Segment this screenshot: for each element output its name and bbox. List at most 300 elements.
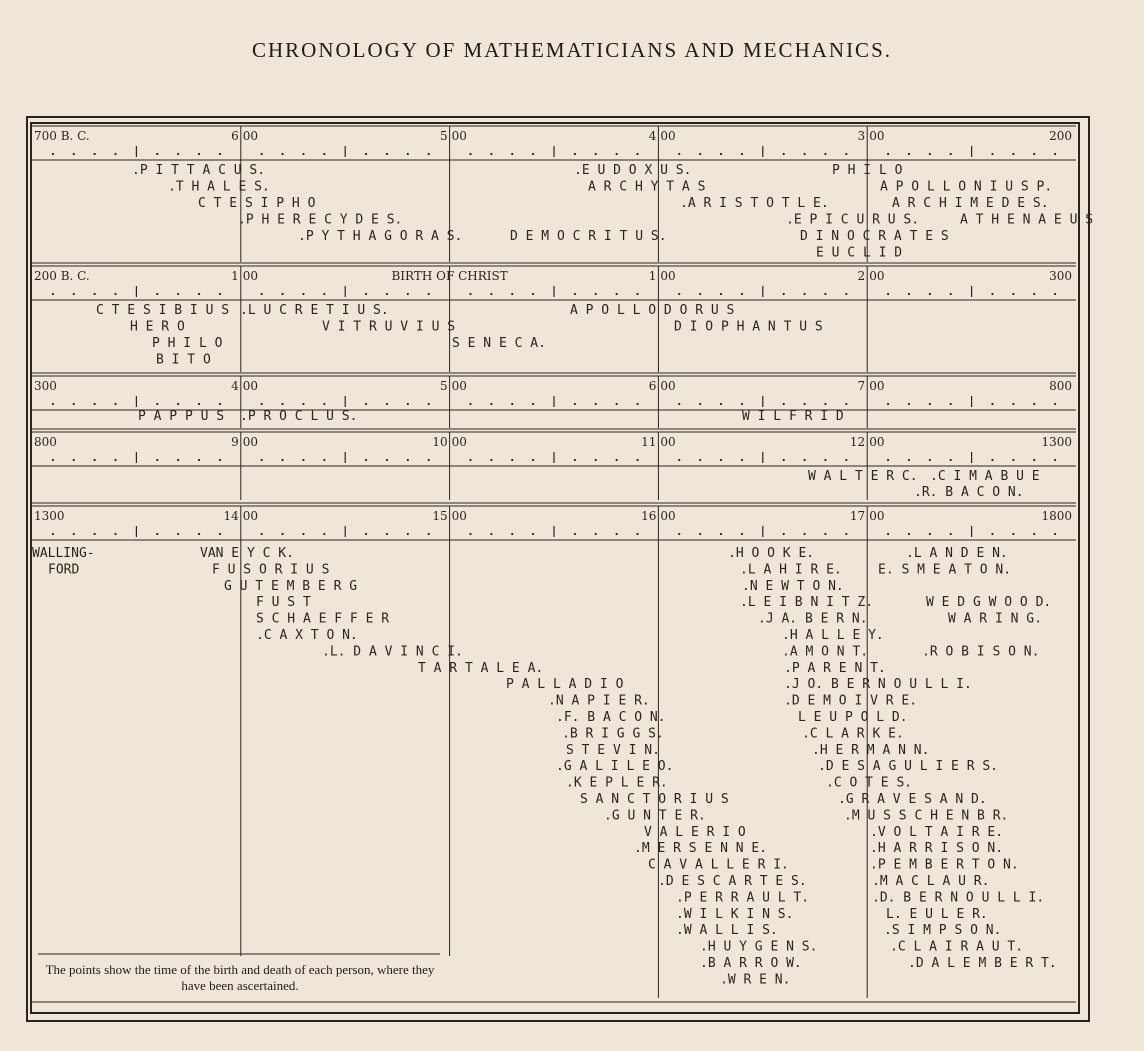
row5-year-dot [950,533,952,535]
row2-year-dot [1054,293,1056,295]
row2-year-dot [261,293,263,295]
person-name: .M E R S E N N E. [634,841,768,857]
row5-year-dot [198,533,200,535]
row5-year-dot [177,533,179,535]
row2-year-dot [386,293,388,295]
person-name: E. S M E A T O N. [878,562,1012,578]
row2-year-dot [595,293,597,295]
row5-year-dot [386,533,388,535]
row2-year-dot [1033,293,1035,295]
row4-year-dot [950,459,952,461]
row5-tick-label: 16 [641,509,657,523]
row3-tick-label: 4 [231,379,239,393]
person-name: A R C H Y T A S [588,179,706,195]
row2-year-dot [73,293,75,295]
person-name: .B R I G G S. [562,726,664,742]
row3-year-dot [699,403,701,405]
row3-tick-label: 800 [1049,379,1072,393]
row3-tick-label: 00 [451,379,467,393]
row1-year-dot [887,153,889,155]
person-name: .E P I C U R U S. [786,212,920,228]
row3-year-dot [803,403,805,405]
person-name: .G U N T E R. [604,808,706,824]
row4-year-dot [720,459,722,461]
row3-year-dot [261,403,263,405]
row4-tick-label: 11 [641,435,657,449]
row5-year-dot [699,533,701,535]
person-name: G U T E M B E R G [224,578,358,594]
row3-year-dot [720,403,722,405]
row4-tick-label: 12 [849,435,866,449]
person-name: A P O L L O N I U S P. [880,179,1053,195]
row3-year-dot [532,403,534,405]
row2-year-dot [699,293,701,295]
row4-tick-label: 800 [34,435,57,449]
person-name: P H I L O [832,163,903,178]
row1-year-dot [720,153,722,155]
row1-year-dot [386,153,388,155]
row3-year-dot [281,403,283,405]
row2-year-dot [365,293,367,295]
row3-year-dot [114,403,116,405]
row3-year-dot [845,403,847,405]
row2-year-dot [574,293,576,295]
person-name: .L E I B N I T Z. [740,595,874,611]
row2-year-dot [991,293,993,295]
person-name: .L. D A V I N C I. [322,644,463,660]
person-name: .M U S S C H E N B R. [844,808,1009,824]
person-name: H E R O [130,319,185,335]
row4-year-dot [595,459,597,461]
row3-tick-label: 7 [857,379,866,393]
row5-year-dot [595,533,597,535]
row1-year-dot [1054,153,1056,155]
row3-year-dot [198,403,200,405]
row5-tick-label: 14 [223,509,239,523]
row1-year-dot [302,153,304,155]
row5-year-dot [365,533,367,535]
row2-year-dot [845,293,847,295]
row4-tick-label: 1300 [1041,435,1072,449]
row2-tick-label: 1 [231,269,239,283]
row5-year-dot [636,533,638,535]
person-name: .D E S C A R T E S. [658,874,807,889]
row5-year-dot [720,533,722,535]
row5-year-dot [678,533,680,535]
row4-year-dot [407,459,409,461]
row3-year-dot [177,403,179,405]
row3-tick-label: 00 [242,379,259,393]
row5-year-dot [532,533,534,535]
row1-year-dot [94,153,96,155]
row1-year-dot [783,153,785,155]
row5-year-dot [1033,533,1035,535]
row1-year-dot [281,153,283,155]
row3-tick-label: 00 [660,379,676,393]
row4-year-dot [219,459,221,461]
row4-year-dot [1054,459,1056,461]
row5-tick-label: 1800 [1041,509,1072,523]
person-name: S T E V I N. [566,742,660,758]
row3-year-dot [511,403,513,405]
row4-year-dot [490,459,492,461]
row4-year-dot [908,459,910,461]
row2-tick-label: BIRTH OF CHRIST [391,269,508,283]
row1-tick-label: 3 [857,129,866,143]
row5-tick-label: 00 [242,509,259,523]
person-name: .P I T T A C U S. [132,163,266,178]
row5-year-dot [156,533,158,535]
row1-year-dot [156,153,158,155]
row5-year-dot [323,533,325,535]
person-name: .C I M A B U E [930,469,1040,484]
person-name: W A R I N G. [948,611,1042,627]
person-name: D I N O C R A T E S [800,229,949,244]
row2-year-dot [678,293,680,295]
row1-year-dot [678,153,680,155]
row2-year-dot [803,293,805,295]
chart-footnote: The points show the time of the birth and death of each person, where they have been ascertained. [45,962,435,993]
person-name: S E N E C A. [452,336,546,351]
row5-year-dot [73,533,75,535]
row5-year-dot [991,533,993,535]
row5-year-dot [407,533,409,535]
person-name: .C O T E S. [826,775,913,791]
row4-tick-label: 10 [432,435,448,449]
row1-year-dot [950,153,952,155]
row1-year-dot [991,153,993,155]
row3-year-dot [428,403,430,405]
row5-year-dot [741,533,743,535]
person-name: .W A L L I S. [676,923,778,939]
row1-year-dot [261,153,263,155]
row1-tick-label: 700 B. C. [34,129,90,143]
row1-year-dot [699,153,701,155]
row5-tick-label: 00 [869,509,885,523]
row4-year-dot [803,459,805,461]
row3-year-dot [323,403,325,405]
row2-year-dot [908,293,910,295]
person-name: P A P P U S [138,409,225,424]
row4-year-dot [428,459,430,461]
person-name: .P E M B E R T O N. [870,857,1019,873]
person-name: .G R A V E S A N D. [838,792,987,807]
row2-year-dot [428,293,430,295]
row3-year-dot [407,403,409,405]
row5-year-dot [574,533,576,535]
row1-year-dot [428,153,430,155]
person-name: .E U D O X U S. [574,163,692,178]
person-name: B I T O [156,352,211,368]
row3-year-dot [73,403,75,405]
row2-year-dot [532,293,534,295]
row1-year-dot [741,153,743,155]
row2-year-dot [94,293,96,295]
row4-year-dot [469,459,471,461]
person-name: .P H E R E C Y D E S. [238,212,403,228]
person-name: .D A L E M B E R T. [908,956,1057,971]
person-name: S C H A E F F E R [256,611,390,627]
row3-year-dot [365,403,367,405]
row1-year-dot [824,153,826,155]
person-name: .N A P I E R. [548,693,650,709]
row1-year-dot [52,153,54,155]
person-name: .D. B E R N O U L L I. [872,890,1045,906]
row3-year-dot [824,403,826,405]
row4-year-dot [386,459,388,461]
row1-tick-label: 5 [439,129,448,143]
row1-year-dot [908,153,910,155]
row1-tick-label: 00 [242,129,259,143]
person-name: C T E S I B I U S [96,303,230,318]
row2-tick-label: 300 [1049,269,1072,283]
person-name: WALLING- [32,546,95,561]
row1-tick-label: 00 [660,129,676,143]
row3-year-dot [219,403,221,405]
row4-year-dot [177,459,179,461]
row2-year-dot [616,293,618,295]
row1-year-dot [219,153,221,155]
person-name: V I T R U V I U S [322,319,456,335]
person-name: .G A L I L E O. [556,759,674,775]
row2-year-dot [302,293,304,295]
row4-year-dot [616,459,618,461]
row3-year-dot [1012,403,1014,405]
person-name: C A V A L L E R I. [648,857,789,873]
row1-tick-label: 6 [231,129,239,143]
person-name: V A L E R I O [644,824,746,840]
person-name: .W I L K I N S. [676,906,794,922]
row2-year-dot [1012,293,1014,295]
row2-year-dot [950,293,952,295]
row5-tick-label: 1300 [34,509,65,523]
row5-year-dot [219,533,221,535]
person-name: W E D G W O O D. [926,595,1052,611]
row1-year-dot [198,153,200,155]
person-name: .N E W T O N. [742,578,844,594]
row4-tick-label: 00 [451,435,467,449]
row1-year-dot [595,153,597,155]
row1-year-dot [177,153,179,155]
row2-year-dot [929,293,931,295]
person-name: .H A L L E Y. [782,628,884,643]
row2-year-dot [741,293,743,295]
person-name: .K E P L E R. [566,775,668,791]
row5-year-dot [490,533,492,535]
row2-year-dot [114,293,116,295]
row3-year-dot [1033,403,1035,405]
person-name: .R. B A C O N. [914,485,1024,500]
row5-tick-label: 17 [849,509,866,523]
row5-year-dot [114,533,116,535]
row2-year-dot [824,293,826,295]
row1-year-dot [845,153,847,155]
person-name: .A M O N T. [782,644,869,660]
row4-year-dot [574,459,576,461]
row4-year-dot [741,459,743,461]
person-name: L E U P O L D. [798,710,908,725]
row3-year-dot [1054,403,1056,405]
row1-year-dot [365,153,367,155]
person-name: E U C L I D [816,245,903,261]
row4-tick-label: 9 [231,435,239,449]
row4-year-dot [281,459,283,461]
row3-year-dot [386,403,388,405]
row4-year-dot [261,459,263,461]
person-name: .H E R M A N N. [812,742,930,758]
person-name: .H U Y G E N S. [700,939,818,955]
person-name: A P O L L O D O R U S [570,303,735,318]
row1-year-dot [323,153,325,155]
row5-year-dot [1054,533,1056,535]
row3-year-dot [616,403,618,405]
row5-year-dot [511,533,513,535]
row1-year-dot [1012,153,1014,155]
row5-year-dot [94,533,96,535]
person-name: W I L F R I D [742,409,844,424]
row3-year-dot [636,403,638,405]
person-name: .R O B I S O N. [922,644,1040,660]
person-name: .D E M O I V R E. [784,693,918,709]
row3-year-dot [887,403,889,405]
row5-year-dot [824,533,826,535]
row4-year-dot [114,459,116,461]
row3-tick-label: 300 [34,379,57,393]
row3-year-dot [991,403,993,405]
row4-year-dot [532,459,534,461]
row3-year-dot [929,403,931,405]
person-name: .M A C L A U R. [872,874,990,889]
row2-tick-label: 200 B. C. [34,269,90,283]
row4-year-dot [323,459,325,461]
row4-year-dot [365,459,367,461]
person-name: .H A R R I S O N. [870,841,1004,857]
row2-year-dot [281,293,283,295]
row2-year-dot [469,293,471,295]
row5-year-dot [302,533,304,535]
row4-year-dot [824,459,826,461]
row1-tick-label: 4 [648,129,657,143]
person-name: C T E S I P H O [198,196,316,211]
row2-tick-label: 00 [869,269,885,283]
person-name: .L A H I R E. [740,562,842,578]
row4-year-dot [1012,459,1014,461]
row5-year-dot [908,533,910,535]
person-name: .F. B A C O N. [556,710,666,725]
row2-year-dot [511,293,513,295]
row5-year-dot [803,533,805,535]
person-name: P H I L O [152,336,223,351]
row2-year-dot [636,293,638,295]
row5-year-dot [52,533,54,535]
row1-year-dot [469,153,471,155]
row4-tick-label: 00 [660,435,676,449]
row4-year-dot [52,459,54,461]
row2-year-dot [407,293,409,295]
row1-year-dot [114,153,116,155]
row1-year-dot [511,153,513,155]
row2-year-dot [52,293,54,295]
row4-year-dot [699,459,701,461]
person-name: .V O L T A I R E. [870,824,1004,840]
row5-year-dot [616,533,618,535]
row1-year-dot [616,153,618,155]
person-name: W A L T E R C. [808,469,918,484]
row2-year-dot [177,293,179,295]
person-name: F U S T [256,595,311,611]
row2-tick-label: 00 [660,269,676,283]
row1-year-dot [574,153,576,155]
row3-year-dot [469,403,471,405]
row1-year-dot [73,153,75,155]
row2-year-dot [490,293,492,295]
row5-tick-label: 00 [451,509,467,523]
row1-tick-label: 00 [869,129,885,143]
row3-year-dot [490,403,492,405]
row4-year-dot [198,459,200,461]
row5-year-dot [1012,533,1014,535]
row5-tick-label: 00 [660,509,676,523]
person-name: S A N C T O R I U S [580,792,729,807]
row3-year-dot [950,403,952,405]
chart-title: CHRONOLOGY OF MATHEMATICIANS AND MECHANICS. [251,38,892,62]
row4-tick-label: 00 [869,435,885,449]
row3-year-dot [52,403,54,405]
person-name: F U S O R I U S [212,562,330,578]
row3-year-dot [908,403,910,405]
person-name: D I O P H A N T U S [674,319,823,335]
row4-year-dot [678,459,680,461]
row2-year-dot [198,293,200,295]
row3-tick-label: 6 [648,379,657,393]
person-name: .J O. B E R N O U L L I. [784,677,972,693]
person-name: .J A. B E R N. [758,611,868,627]
row4-year-dot [1033,459,1035,461]
row2-year-dot [323,293,325,295]
row4-year-dot [783,459,785,461]
row1-tick-label: 00 [451,129,467,143]
person-name: .L U C R E T I U S. [240,303,389,318]
row5-year-dot [929,533,931,535]
person-name: .C L A I R A U T. [890,939,1024,955]
person-name: A T H E N A E U S [960,212,1094,228]
person-name: VAN E Y C K. [200,546,294,561]
row3-year-dot [783,403,785,405]
row3-year-dot [574,403,576,405]
row1-year-dot [1033,153,1035,155]
row3-year-dot [678,403,680,405]
row4-year-dot [94,459,96,461]
person-name: T A R T A L E A. [418,660,544,676]
row4-tick-label: 00 [242,435,259,449]
person-name: .P E R R A U L T. [676,890,810,906]
person-name: .P R O C L U S. [240,409,358,424]
row1-year-dot [636,153,638,155]
row5-year-dot [281,533,283,535]
row5-year-dot [845,533,847,535]
person-name: L. E U L E R. [886,906,988,922]
row4-year-dot [991,459,993,461]
person-name: .P Y T H A G O R A S. [298,229,463,244]
row4-year-dot [845,459,847,461]
row4-year-dot [511,459,513,461]
row5-year-dot [428,533,430,535]
row1-year-dot [929,153,931,155]
row5-year-dot [261,533,263,535]
person-name: .S I M P S O N. [884,923,1002,939]
row2-tick-label: 00 [242,269,259,283]
row3-year-dot [741,403,743,405]
